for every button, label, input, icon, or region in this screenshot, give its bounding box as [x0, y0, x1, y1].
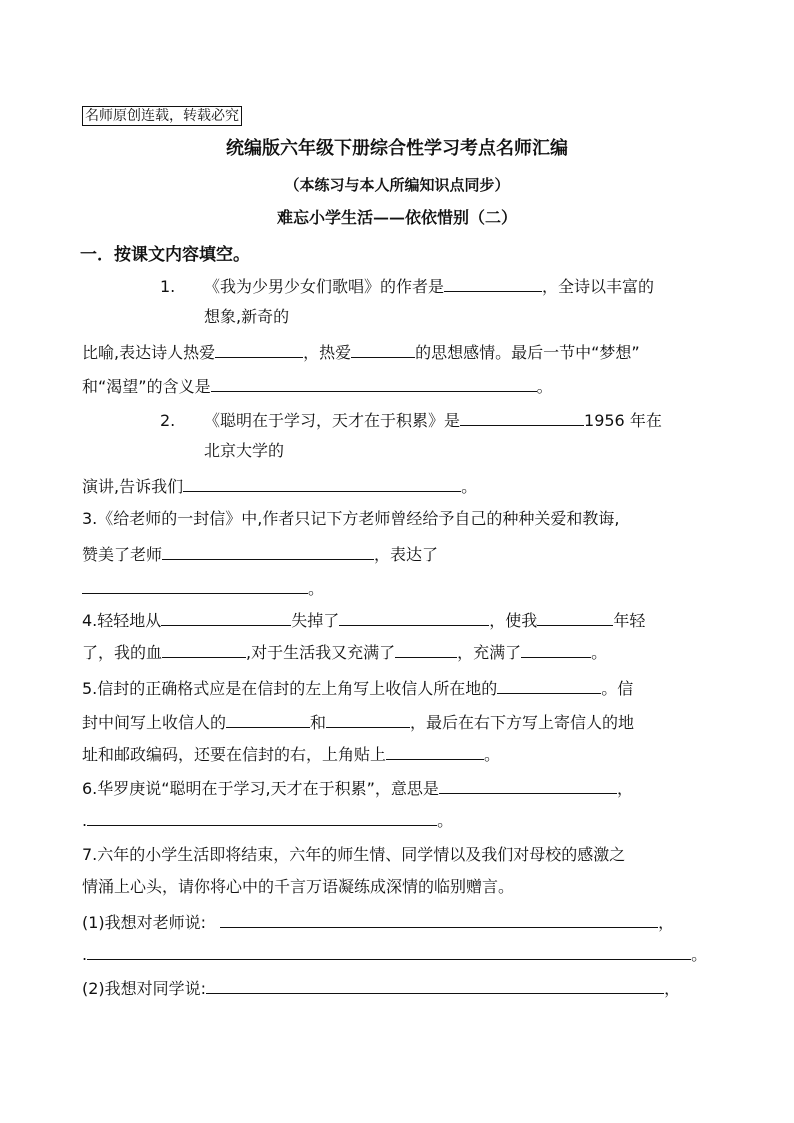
page-subtitle: （本练习与本人所编知识点同步）: [284, 176, 510, 194]
section-heading: 一．按课文内容填空。: [80, 245, 250, 265]
q2-number: 2.: [160, 411, 176, 430]
q5-blank-location[interactable]: [497, 676, 601, 694]
q4-blank-filled-1[interactable]: [395, 640, 457, 658]
q7-line-2: 情涌上心头，请你将心中的千言万语凝练成深情的临别赠言。: [82, 877, 515, 896]
q7-line-5: (2)我想对同学说: ，: [82, 976, 680, 1000]
q7-line-3: (1)我想对老师说: ，: [82, 910, 674, 934]
q1-blank-author[interactable]: [444, 274, 542, 292]
q7-line-1: 7.六年的小学生活即将结束，六年的师生情、同学情以及我们对母校的感激之: [82, 845, 626, 864]
copyright-stamp: 名师原创连载，转载必究: [82, 106, 242, 126]
q4-line-2: 了，我的血 ,对于生活我又充满了 ，充满了 。: [82, 640, 607, 664]
q3-blank-express[interactable]: [82, 576, 308, 594]
q4-blank-filled-2[interactable]: [521, 640, 591, 658]
q1-blank-love-1[interactable]: [215, 340, 303, 358]
q4-blank-make[interactable]: [537, 608, 613, 626]
q7-blank-classmate-1[interactable]: [206, 976, 664, 994]
q2-line-2: 北京大学的: [204, 441, 285, 460]
q6-line-2: . 。: [82, 808, 453, 832]
q2-blank-lesson[interactable]: [183, 474, 461, 492]
q4-blank-blood[interactable]: [162, 640, 246, 658]
q3-blank-praise[interactable]: [162, 542, 374, 560]
q7-blank-teacher-1[interactable]: [220, 910, 658, 928]
lesson-title: 难忘小学生活——依依惜别（二）: [276, 208, 517, 227]
q4-line-1: 4.轻轻地从 失掉了 ，使我 年轻: [82, 608, 645, 632]
q1-line-4: 和“渴望”的含义是 。: [82, 374, 553, 398]
q6-blank-meaning-2[interactable]: [87, 808, 437, 826]
q4-blank-from[interactable]: [161, 608, 291, 626]
page-title: 统编版六年级下册综合性学习考点名师汇编: [226, 138, 568, 159]
q3-line-1: 3.《给老师的一封信》中,作者只记下方老师曾经给予自己的种种关爱和教诲,: [82, 509, 620, 528]
q5-line-2: 封中间写上收信人的 和 ，最后在右下方写上寄信人的地: [82, 710, 634, 734]
q7-blank-teacher-2[interactable]: [87, 942, 691, 960]
q5-blank-stamp[interactable]: [386, 742, 484, 760]
q1-line-3: 比喻,表达诗人热爱 ，热爱 的思想感情。最后一节中“梦想”: [82, 340, 640, 364]
q3-line-3: 。: [82, 576, 324, 600]
q1-line-2: 想象,新奇的: [204, 307, 290, 326]
q1-blank-meaning[interactable]: [211, 374, 537, 392]
q5-line-1: 5.信封的正确格式应是在信封的左上角写上收信人所在地的 。信: [82, 676, 633, 700]
q5-blank-name[interactable]: [226, 710, 310, 728]
q5-line-3: 址和邮政编码，还要在信封的右，上角贴上 。: [82, 742, 500, 766]
q4-blank-lost[interactable]: [339, 608, 489, 626]
q6-line-1: 6.华罗庚说“聪明在于学习,天才在于积累”，意思是 ，: [82, 776, 633, 800]
q1-blank-love-2[interactable]: [351, 340, 415, 358]
q5-blank-address[interactable]: [326, 710, 410, 728]
q2-line-1: 2. 《聪明在于学习，天才在于积累》是 1956 年在: [160, 408, 662, 432]
q2-line-3: 演讲,告诉我们 。: [82, 474, 477, 498]
q6-blank-meaning-1[interactable]: [439, 776, 617, 794]
q3-line-2: 赞美了老师 ，表达了: [82, 542, 438, 566]
q1-number: 1.: [160, 277, 176, 296]
q2-blank-speaker[interactable]: [460, 408, 584, 426]
q7-line-4: . 。: [82, 942, 707, 966]
q1-line-1: 1. 《我为少男少女们歌唱》的作者是 ，全诗以丰富的: [160, 274, 654, 298]
